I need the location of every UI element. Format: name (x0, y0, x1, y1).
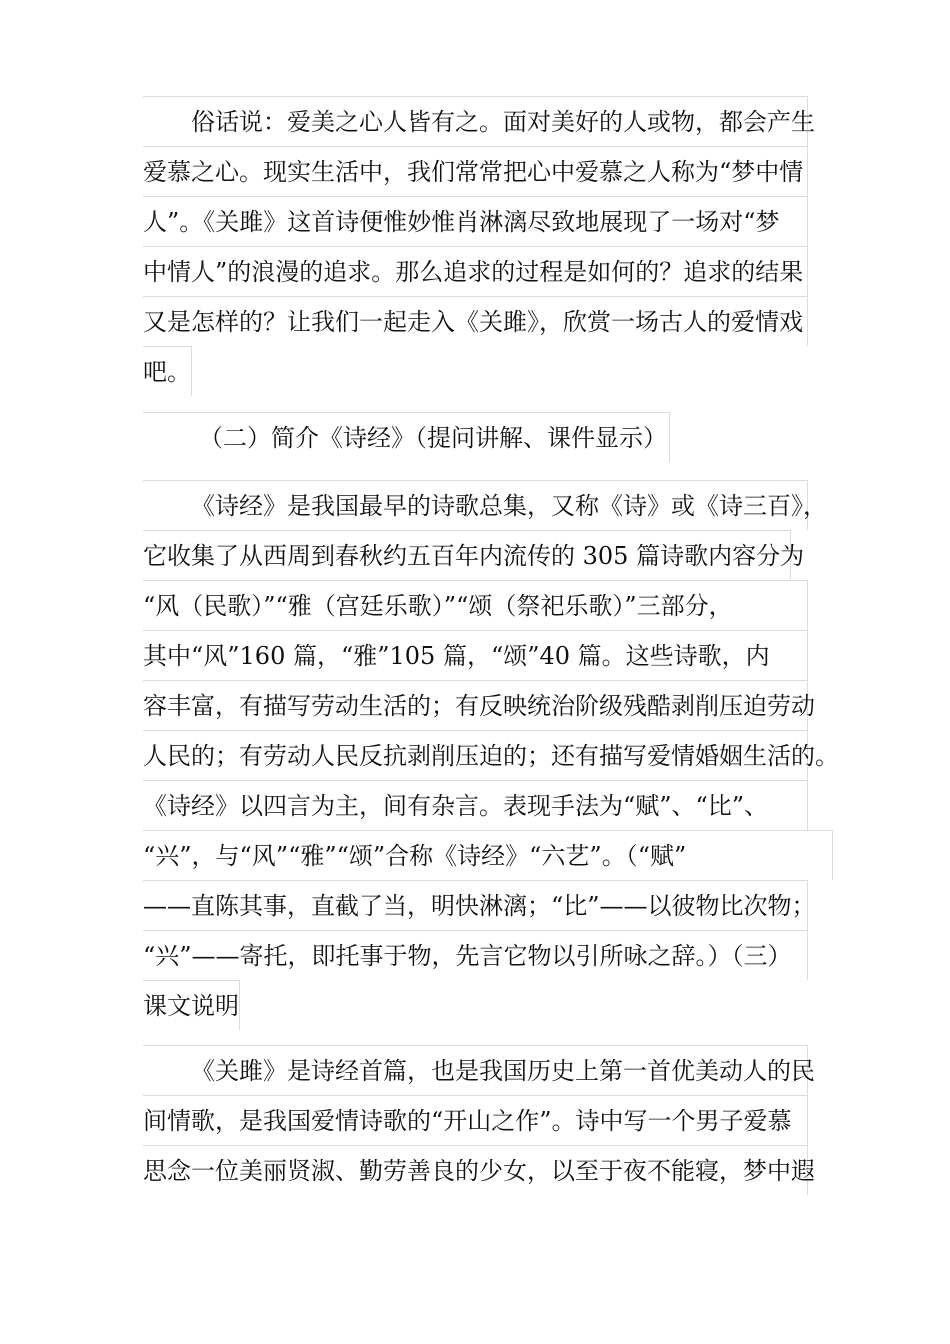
paragraph-1-line-1: 俗话说：爱美之心人皆有之。面对美好的人或物，都会产生 (143, 96, 808, 146)
paragraph-3-line-7: 《诗经》以四言为主，间有杂言。表现手法为“赋”、“比”、 (143, 780, 808, 830)
paragraph-1-line-6: 吧。 (143, 346, 192, 396)
paragraph-3-line-9: ——直陈其事，直截了当，明快淋漓；“比”——以彼物比次物； (143, 880, 808, 930)
paragraph-3-line-3: “风（民歌）”“雅（宫廷乐歌）”“颂（祭祀乐歌）”三部分， (143, 580, 808, 630)
paragraph-3-line-10: “兴”——寄托，即托事于物，先言它物以引所咏之辞。）（三） (143, 930, 808, 980)
paragraph-4-line-3: 思念一位美丽贤淑、勤劳善良的少女，以至于夜不能寝，梦中遐 (143, 1145, 808, 1195)
paragraph-3-line-11: 课文说明 (143, 980, 240, 1030)
section-heading-2: （二）简介《诗经》（提问讲解、课件显示） (143, 412, 670, 462)
paragraph-1-line-2: 爱慕之心。现实生活中，我们常常把心中爱慕之人称为“梦中情 (143, 146, 808, 196)
paragraph-1-line-3: 人”。《关雎》这首诗便惟妙惟肖淋漓尽致地展现了一场对“梦 (143, 196, 808, 246)
paragraph-3-line-2: 它收集了从西周到春秋约五百年内流传的 305 篇诗歌内容分为 (143, 530, 791, 580)
paragraph-1-line-5: 又是怎样的？让我们一起走入《关雎》，欣赏一场古人的爱情戏 (143, 296, 808, 346)
paragraph-3-line-4: 其中“风”160 篇，“雅”105 篇，“颂”40 篇。这些诗歌，内 (143, 630, 808, 680)
paragraph-4-line-2: 间情歌，是我国爱情诗歌的“开山之作”。诗中写一个男子爱慕 (143, 1095, 808, 1145)
paragraph-3-line-5: 容丰富，有描写劳动生活的；有反映统治阶级残酷剥削压迫劳动 (143, 680, 808, 730)
paragraph-4-line-1: 《关雎》是诗经首篇，也是我国历史上第一首优美动人的民 (143, 1045, 808, 1095)
paragraph-3-line-1: 《诗经》是我国最早的诗歌总集，又称《诗》或《诗三百》， (143, 480, 808, 530)
paragraph-3-line-8: “兴”，与“风”“雅”“颂”合称《诗经》“六艺”。（“赋” (143, 830, 833, 880)
paragraph-3-line-6: 人民的；有劳动人民反抗剥削压迫的；还有描写爱情婚姻生活的。 (143, 730, 808, 780)
paragraph-1-line-4: 中情人”的浪漫的追求。那么追求的过程是如何的？追求的结果 (143, 246, 808, 296)
